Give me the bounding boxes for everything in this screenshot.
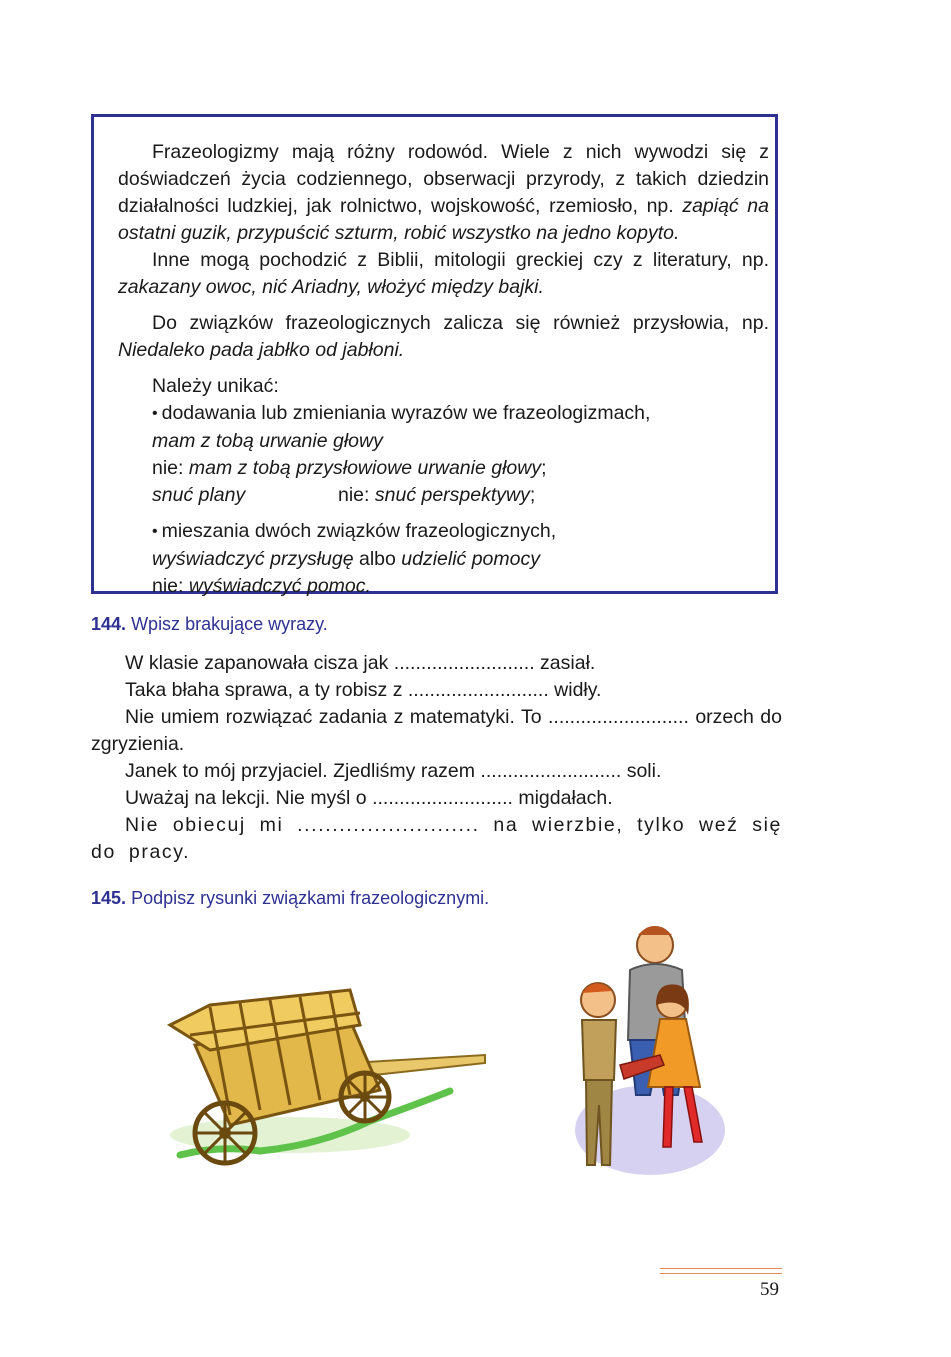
proverbs-example: Niedaleko pada jabłko od jabłoni. <box>118 339 405 361</box>
example-correct-2-text: snuć plany <box>152 484 246 506</box>
nie-label: nie: <box>152 575 184 597</box>
example-wrong-1 <box>118 455 769 482</box>
avoid-title: Należy unikać: <box>152 375 279 397</box>
paragraph-origins <box>118 139 769 247</box>
origins-examples: zapiąć na ostatni guzik, przypuścić szturm, robić wszystko na jedno kopyto. <box>118 195 769 244</box>
task-145-heading <box>91 888 489 909</box>
bullet-2-text: mieszania dwóch związków frazeologicznych, <box>161 520 557 542</box>
exercise-line: Taka błaha sprawa, a ty robisz z .......................... widły. <box>125 679 602 701</box>
example-wrong-2-text: snuć perspektywy <box>374 484 530 506</box>
example-correct-1 <box>118 428 769 455</box>
example-correct-3b: udzielić pomocy <box>401 548 540 570</box>
bullet-icon: • <box>152 523 158 540</box>
info-box <box>91 114 778 597</box>
example-correct-1-text: mam z tobą urwanie głowy <box>152 430 383 452</box>
nie-label: nie: <box>338 484 370 506</box>
task-145-number: 145. <box>91 888 127 908</box>
proverbs-text: Do związków frazeologicznych zalicza się również przysłowia, np. <box>152 312 769 334</box>
example-wrong-3 <box>118 573 769 600</box>
footer-rule <box>660 1273 782 1274</box>
example-pair-2 <box>118 482 769 509</box>
semicolon: ; <box>529 484 536 506</box>
example-wrong-1-text: mam z tobą przysłowiowe urwanie głowy <box>188 457 542 479</box>
task-144-heading <box>91 614 328 635</box>
bullet-item-1 <box>118 400 769 428</box>
paragraph-bible <box>118 247 769 301</box>
exercise-line: Uważaj na lekcji. Nie myśl o .......................... migdałach. <box>125 787 613 809</box>
task-144-instruction: Wpisz brakujące wyrazy. <box>131 614 328 634</box>
bullet-icon: • <box>152 405 158 422</box>
exercise-line: Nie umiem rozwiązać zadania z matematyki. To .......................... orzech do zgryzienia. <box>91 706 782 755</box>
exercise-line: W klasie zapanowała cisza jak .......................... zasiał. <box>125 652 596 674</box>
paragraph-proverbs <box>118 310 769 364</box>
bible-text: Inne mogą pochodzić z Biblii, mitologii greckiej czy z literatury, np. <box>152 249 769 271</box>
task-145-instruction: Podpisz rysunki związkami frazeologicznymi. <box>131 888 490 908</box>
people-illustration <box>560 915 740 1180</box>
task-144-number: 144. <box>91 614 127 634</box>
cart-illustration <box>150 985 500 1175</box>
bible-examples: zakazany owoc, nić Ariadny, włożyć między bajki. <box>118 276 544 298</box>
example-wrong-3-text: wyświadczyć pomoc. <box>188 575 371 597</box>
exercise-line: Janek to mój przyjaciel. Zjedliśmy razem .......................... soli. <box>125 760 662 782</box>
footer-rule <box>660 1268 782 1269</box>
bullet-1-text: dodawania lub zmieniania wyrazów we frazeologizmach, <box>161 402 651 424</box>
albo-word: albo <box>353 548 402 570</box>
bullet-item-2 <box>118 518 769 546</box>
page-number: 59 <box>760 1279 779 1300</box>
example-correct-3 <box>118 546 769 573</box>
task-144-exercise <box>91 650 782 866</box>
exercise-line: Nie obiecuj mi .......................... na wierzbie, tylko weź się do pracy. <box>91 814 782 863</box>
origins-text: Frazeologizmy mają różny rodowód. Wiele z nich wywodzi się z doświadczeń życia codziennego, obserwacji przyrody, z takich dziedzin działalności ludzkiej, jak rolnictwo, wojskowość, rzemiosło, np. <box>118 141 769 217</box>
semicolon: ; <box>541 457 547 479</box>
nie-label: nie: <box>152 457 184 479</box>
example-correct-3a: wyświadczyć przysługę <box>152 548 354 570</box>
